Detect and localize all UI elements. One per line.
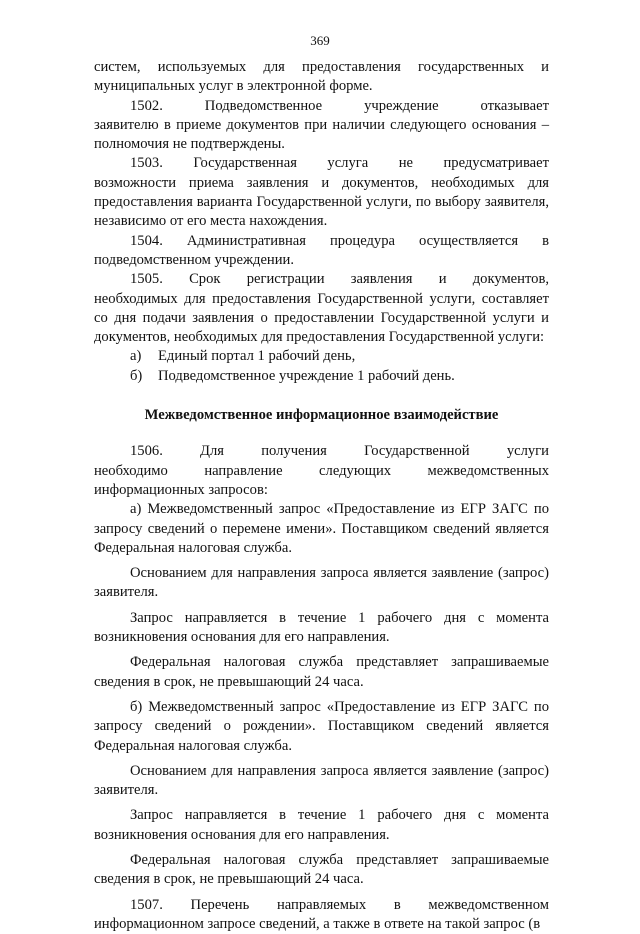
paragraph-1503-body: возможности приема заявления и документов, необходимых для предоставления варианта Государственной услуги, по выбору заявителя, независимо от его места нахождения.	[94, 174, 549, 230]
request-a-description: а) Межведомственный запрос «Предоставление из ЕГР ЗАГС по запросу сведений о перемене имени». Поставщиком сведений является Федеральная налоговая служба.	[94, 501, 549, 556]
word: отказывает	[480, 97, 549, 114]
paragraph-1506-body: необходимо направление следующих межведомственных информационных запросов:	[94, 462, 549, 498]
paragraph-1507-body: информационном запросе сведений, а также в ответе на такой запрос (в	[94, 915, 541, 932]
word: получения	[261, 443, 327, 460]
paragraph-1503-first-line	[94, 154, 549, 173]
list-item-text: Единый портал 1 рабочий день,	[158, 348, 356, 365]
request-b-response: Федеральная налоговая служба представляет запрашиваемые сведения в срок, не превышающий 24 часа.	[94, 851, 549, 888]
word: и	[438, 271, 447, 288]
word: не	[398, 155, 413, 172]
paragraph-1505-first-line	[94, 270, 549, 289]
list-item	[94, 347, 549, 366]
document-body	[94, 58, 549, 934]
paragraph-line: муниципальных услуг в электронной форме.	[94, 78, 373, 95]
list-item-text: Подведомственное учреждение 1 рабочий день.	[158, 367, 455, 384]
paragraph-1505-body: необходимых для предоставления Государственной услуги, составляет со дня подачи заявления о предоставлении Государственной услуги и документов, необходимых для предоставления Государственной услуги:	[94, 290, 549, 346]
paragraph-number: 1504.	[130, 232, 163, 249]
word: регистрации	[246, 271, 325, 288]
word: в	[393, 896, 401, 913]
paragraph-number: 1503.	[130, 155, 163, 172]
paragraph-1504-body: подведомственном учреждении.	[94, 251, 295, 268]
request-b-timing: Запрос направляется в течение 1 рабочего дня с момента возникновения основания для его направления.	[94, 807, 549, 843]
word: осуществляется	[418, 232, 519, 249]
word: Государственная	[193, 155, 297, 172]
paragraph-continuation	[94, 58, 549, 77]
paragraph-number: 1506.	[130, 443, 163, 460]
paragraph-number: 1505.	[130, 271, 163, 288]
word: Подведомственное	[204, 97, 323, 114]
paragraph-1507-first-line	[94, 896, 549, 915]
paragraph-line: систем, используемых для предоставления государственных и	[94, 59, 549, 75]
word: документов,	[472, 271, 549, 288]
word: учреждение	[364, 97, 439, 114]
word: услуга	[327, 155, 369, 172]
paragraph-1502-first-line	[94, 97, 549, 116]
word: Перечень	[190, 896, 250, 913]
section-heading: Межведомственное информационное взаимодействие	[144, 407, 499, 424]
paragraph-number: 1502.	[130, 97, 163, 114]
list-item	[94, 367, 549, 386]
word: Для	[200, 443, 224, 460]
page-number: 369	[310, 33, 330, 48]
request-a-timing: Запрос направляется в течение 1 рабочего дня с момента возникновения основания для его направления.	[94, 609, 549, 646]
request-b-description: б) Межведомственный запрос «Предоставление из ЕГР ЗАГС по запросу сведений о рождении». Поставщиком сведений является Федеральная налоговая служба.	[94, 698, 549, 754]
word: межведомственном	[428, 896, 549, 913]
paragraph-number: 1507.	[130, 896, 163, 913]
paragraph-1502-body: заявителю в приеме документов при наличии следующего основания – полномочия не подтверждены.	[94, 116, 549, 153]
word: Административная	[186, 232, 306, 249]
word: Срок	[189, 271, 221, 288]
request-a-basis: Основанием для направления запроса является заявление (запрос) заявителя.	[94, 565, 549, 601]
word: услуги	[506, 443, 549, 460]
request-a-response: Федеральная налоговая служба представляет запрашиваемые сведения в срок, не превышающий 24 часа.	[94, 654, 549, 690]
word: предусматривает	[443, 155, 549, 172]
word: направляемых	[276, 896, 367, 913]
paragraph-continuation-end	[94, 77, 549, 96]
word: заявления	[350, 271, 413, 288]
word: в	[542, 232, 549, 249]
paragraph-1506-first-line	[94, 442, 549, 461]
list-marker: а)	[130, 348, 142, 365]
request-b-basis: Основанием для направления запроса является заявление (запрос) заявителя.	[94, 762, 549, 799]
word: Государственной	[364, 443, 470, 460]
list-marker: б)	[130, 367, 143, 384]
word: процедура	[329, 232, 395, 249]
paragraph-1504-first-line	[94, 232, 549, 251]
